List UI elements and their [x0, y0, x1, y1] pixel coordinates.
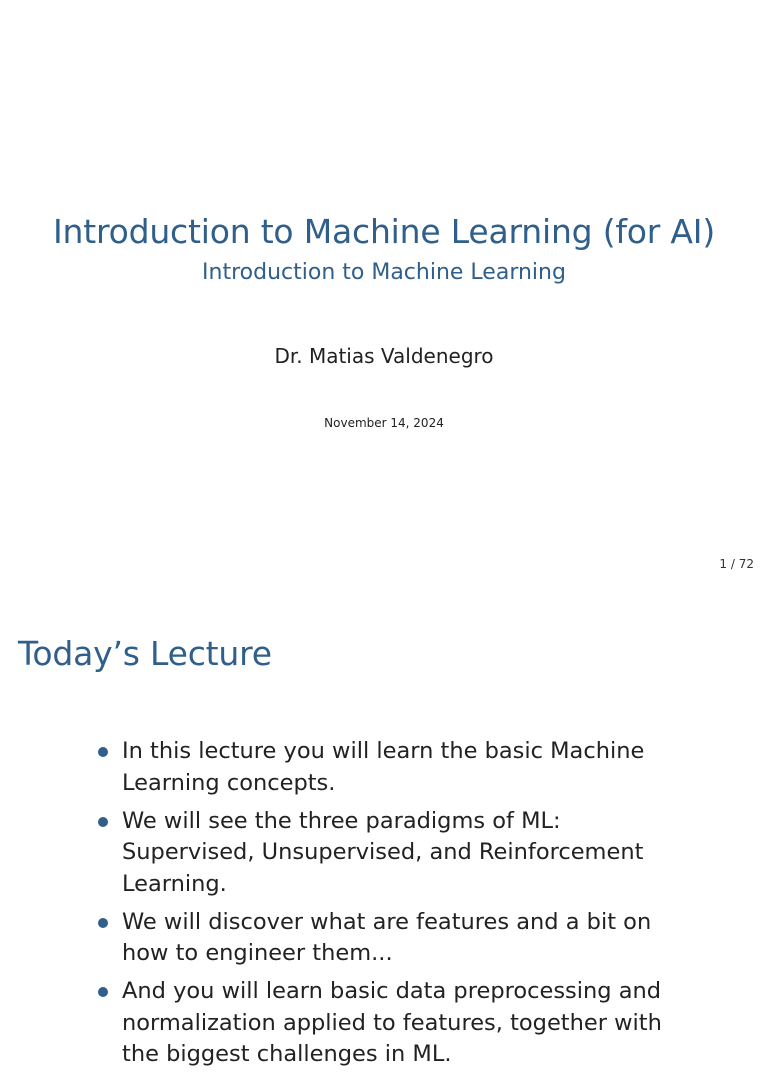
- bullet-list: [96, 736, 696, 1077]
- lecture-slide: [0, 586, 768, 1067]
- bullet-text: We will discover what are features and a bit on how to engineer them...: [122, 908, 652, 966]
- bullet-dot-icon: [98, 918, 108, 928]
- bullet-item: [96, 806, 696, 901]
- bullet-item: [96, 907, 696, 970]
- presentation-title: Introduction to Machine Learning (for AI): [52, 212, 716, 251]
- bullet-text: We will see the three paradigms of ML: Supervised, Unsupervised, and Reinforcement Learning.: [122, 807, 644, 897]
- author-name: Dr. Matias Valdenegro: [274, 344, 494, 368]
- bullet-dot-icon: [98, 987, 108, 997]
- slide-page-number: 1 / 72: [719, 557, 754, 571]
- presentation-subtitle: Introduction to Machine Learning: [202, 260, 566, 285]
- bullet-text: And you will learn basic data preprocessing and normalization applied to features, together with the biggest challenges in ML.: [122, 978, 662, 1067]
- bullet-item: [96, 736, 696, 799]
- slide-title: Today’s Lecture: [18, 634, 272, 673]
- presentation-date: November 14, 2024: [324, 416, 444, 430]
- bullet-dot-icon: [98, 747, 108, 757]
- bullet-item: [96, 976, 696, 1071]
- bullet-dot-icon: [98, 817, 108, 827]
- bullet-text: In this lecture you will learn the basic Machine Learning concepts.: [122, 738, 645, 796]
